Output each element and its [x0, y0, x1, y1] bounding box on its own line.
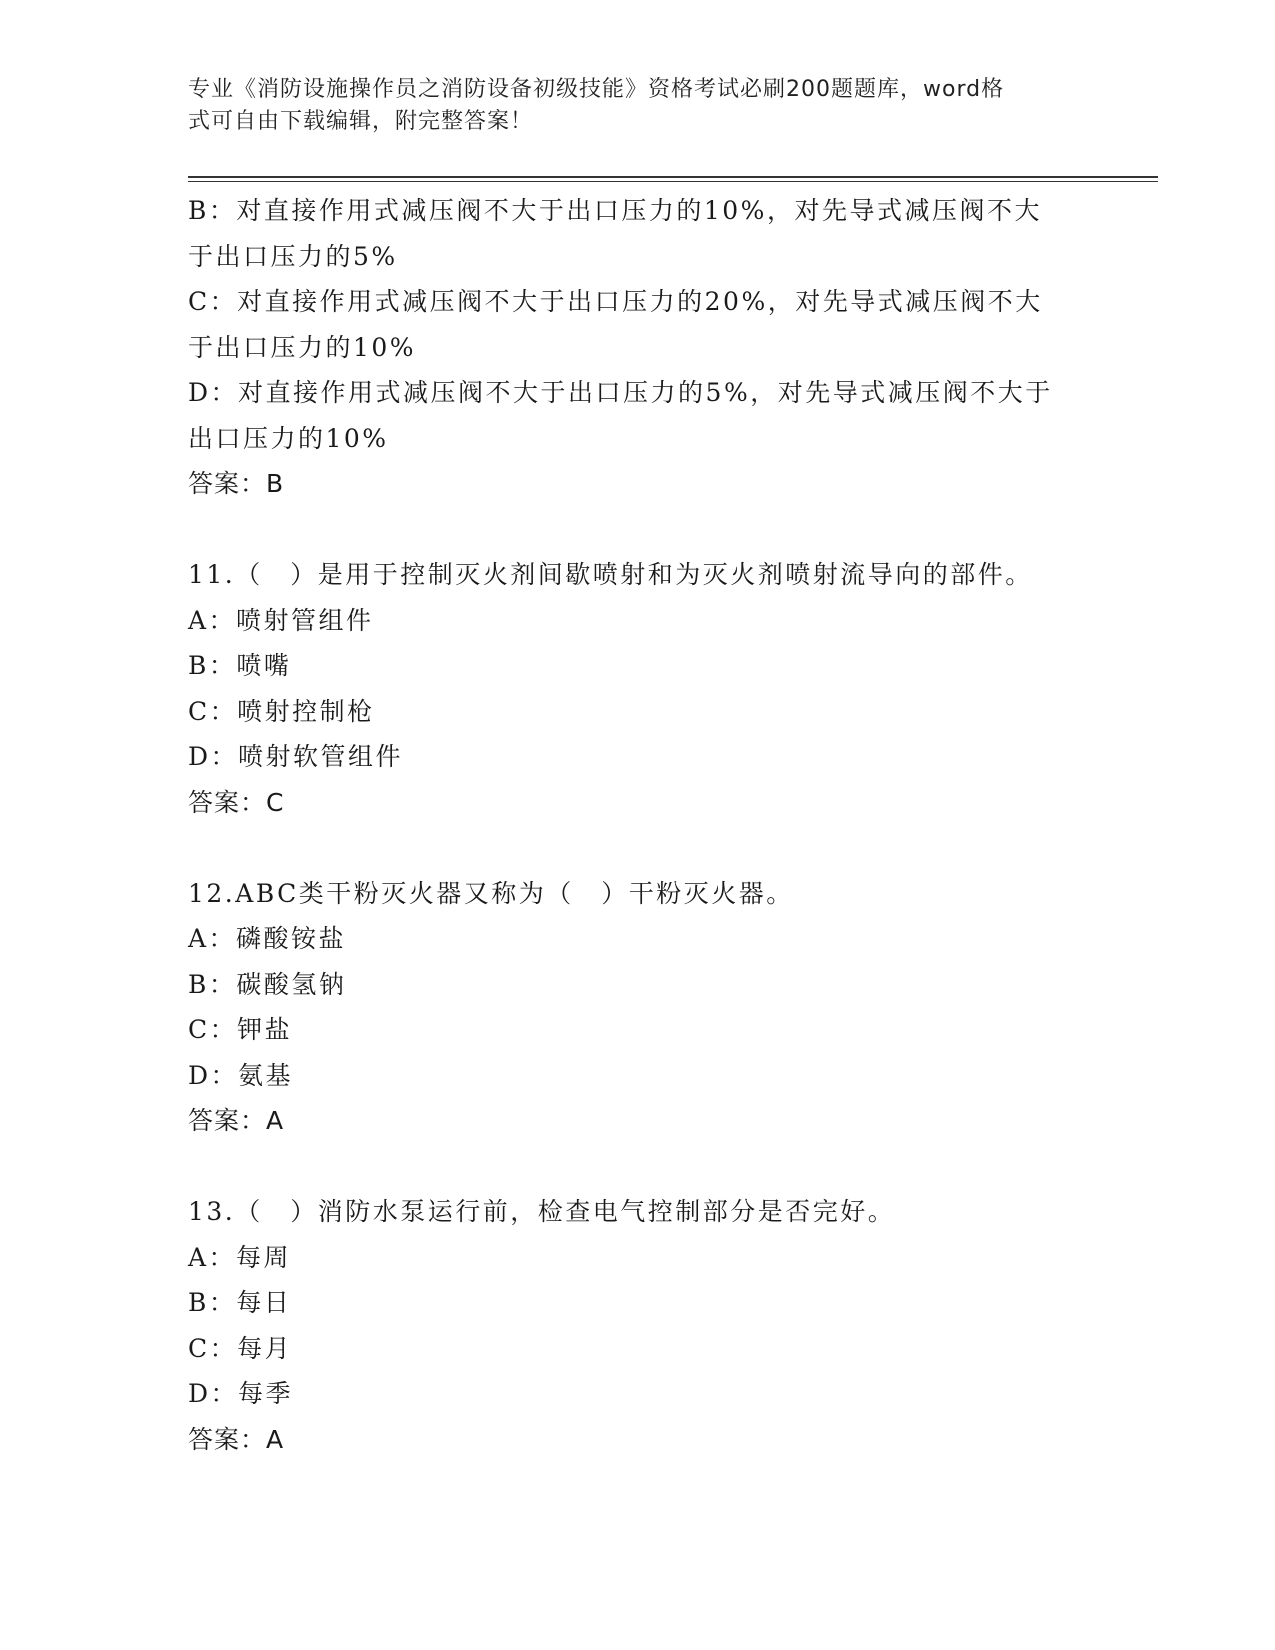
option-line: B：对直接作用式减压阀不大于出口压力的10%，对先导式减压阀不大 [188, 196, 1042, 225]
question-stem: 13.（ ）消防水泵运行前，检查电气控制部分是否完好。 [188, 1197, 896, 1226]
question-content [188, 188, 1088, 1462]
answer-line: 答案：A [188, 1424, 285, 1454]
question-11 [188, 552, 1088, 825]
option-a: A：磷酸铵盐 [188, 924, 347, 953]
question-stem: 11.（ ）是用于控制灭火剂间歇喷射和为灭火剂喷射流导向的部件。 [188, 560, 1033, 589]
option-c: C：喷射控制枪 [188, 696, 375, 726]
header-divider-thick [188, 176, 1158, 178]
option-line: 于出口压力的5% [188, 241, 398, 271]
option-a: A：每周 [188, 1242, 292, 1272]
option-b: B：碳酸氢钠 [188, 969, 347, 999]
option-d: D：氨基 [188, 1060, 294, 1090]
option-line: 于出口压力的10% [188, 332, 417, 362]
spacer [188, 507, 1088, 553]
option-c: C：每月 [188, 1333, 293, 1363]
option-line: C：对直接作用式减压阀不大于出口压力的20%，对先导式减压阀不大 [188, 287, 1043, 316]
answer-line: 答案：A [188, 1106, 285, 1135]
question-13 [188, 1189, 1088, 1462]
document-header [188, 74, 1068, 138]
answer-line: 答案：C [188, 787, 285, 817]
header-divider-thin [188, 181, 1158, 182]
option-line: 出口压力的10% [188, 423, 389, 453]
header-line-2: 式可自由下载编辑，附完整答案！ [188, 109, 534, 134]
header-line-1: 专业《消防设施操作员之消防设备初级技能》资格考试必刷200题题库，word格 [188, 77, 1005, 102]
option-b: B：喷嘴 [188, 651, 292, 680]
option-b: B：每日 [188, 1288, 292, 1317]
option-a: A：喷射管组件 [188, 605, 374, 635]
spacer [188, 1144, 1088, 1190]
spacer [188, 825, 1088, 871]
continued-question [188, 188, 1088, 507]
answer-line: 答案：B [188, 469, 285, 498]
option-c: C：钾盐 [188, 1015, 293, 1044]
option-line: D：对直接作用式减压阀不大于出口压力的5%，对先导式减压阀不大于 [188, 378, 1053, 407]
option-d: D：喷射软管组件 [188, 742, 404, 771]
question-12 [188, 871, 1088, 1144]
option-d: D：每季 [188, 1379, 294, 1408]
question-stem: 12.ABC类干粉灭火器又称为（ ）干粉灭火器。 [188, 878, 794, 908]
